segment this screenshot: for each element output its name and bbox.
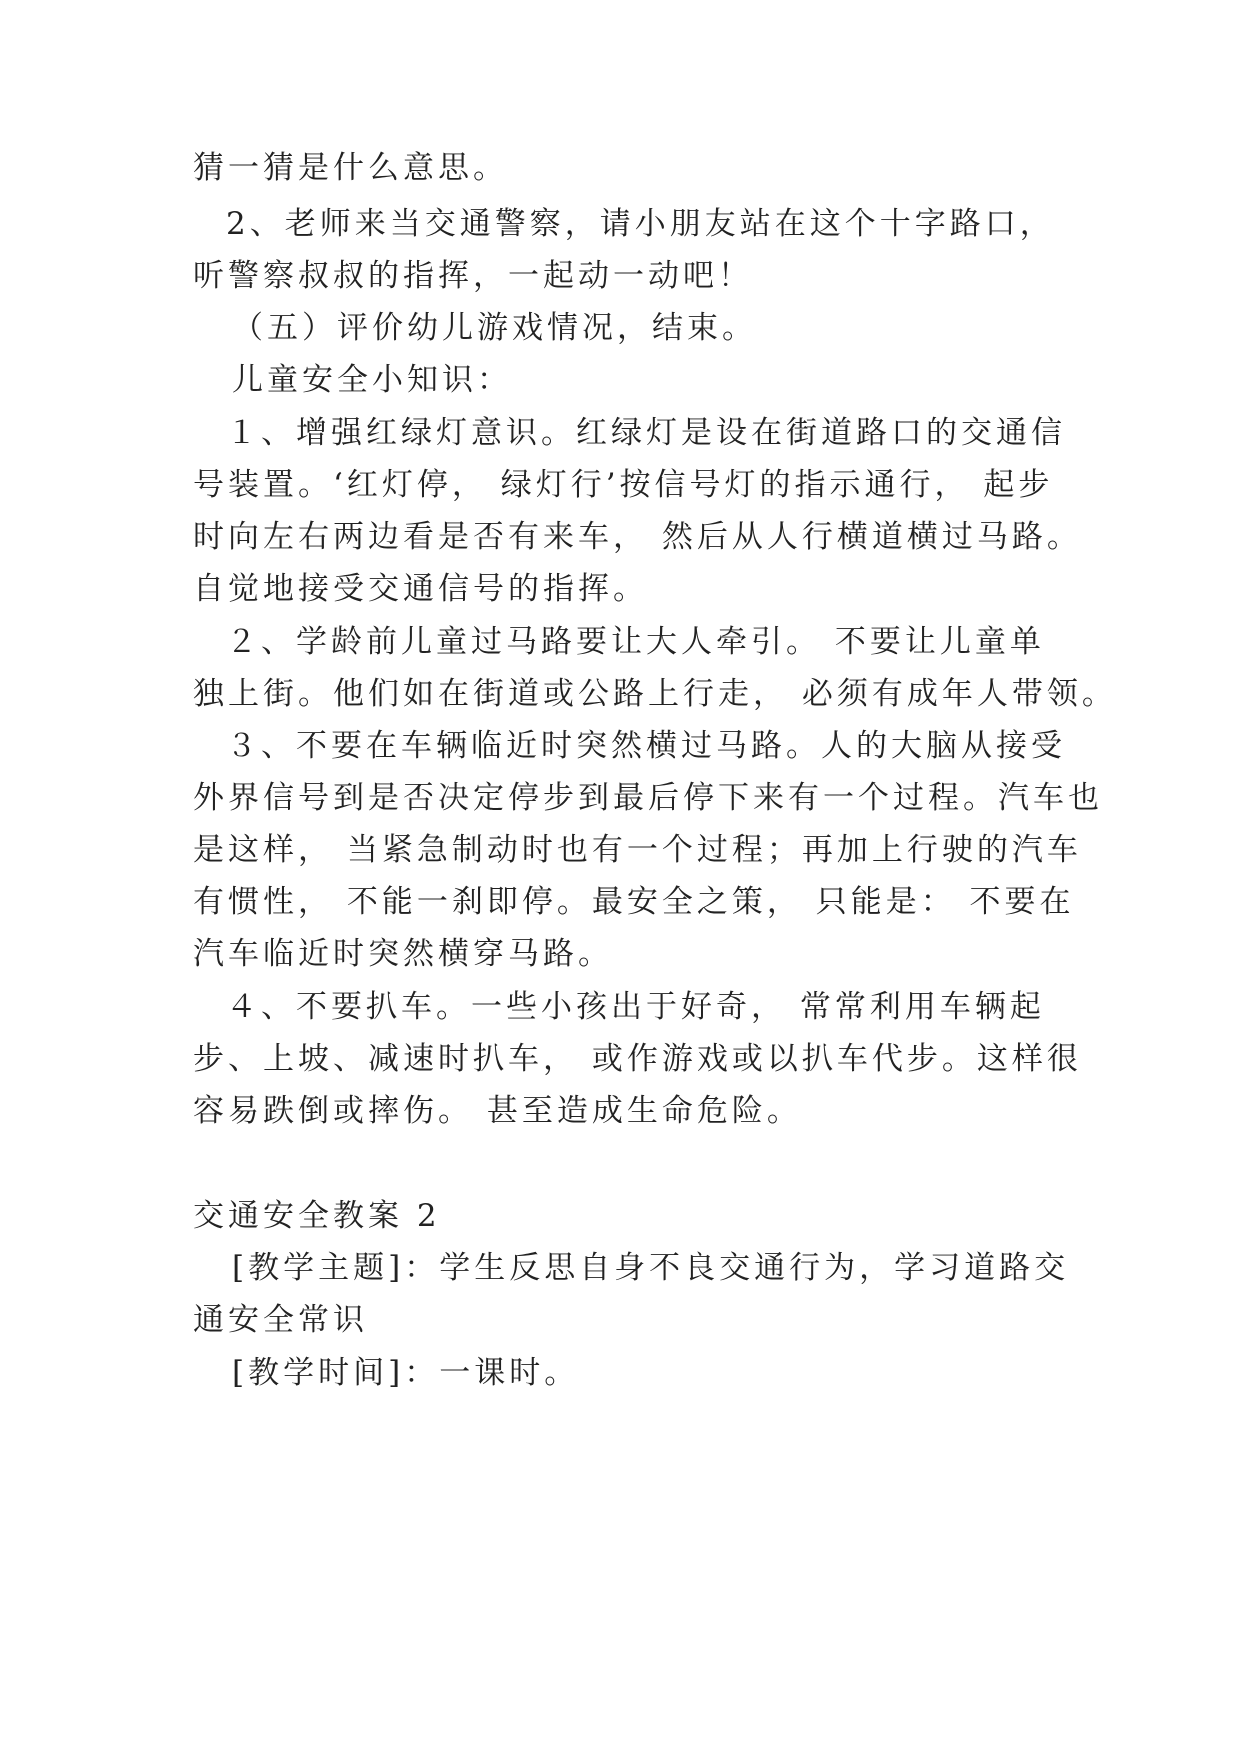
text-line: （五）评价幼儿游戏情况，结束。 [232, 310, 757, 346]
text-line: 外界信号到是否决定停步到最后停下来有一个过程。汽车也 [193, 780, 1103, 816]
text-line: 时向左右两边看是否有来车， 然后从人行横道横过马路。 [193, 519, 1082, 555]
text-line: 儿童安全小知识： [232, 362, 512, 398]
text-line: 步、上坡、减速时扒车， 或作游戏或以扒车代步。这样很 [193, 1041, 1082, 1077]
text-line: 听警察叔叔的指挥，一起动一动吧！ [193, 258, 753, 294]
text-line: 独上街。他们如在街道或公路上行走， 必须有成年人带领。 [193, 676, 1117, 712]
text-line: 有惯性， 不能一刹即停。最安全之策， 只能是： 不要在 [193, 884, 1075, 920]
text-line: １、增强红绿灯意识。红绿灯是设在街道路口的交通信 [226, 415, 1066, 451]
text-line: 2、老师来当交通警察，请小朋友站在这个十字路口， [226, 206, 1055, 242]
text-line: [教学时间]：一课时。 [232, 1355, 580, 1391]
text-line: 号装置。‘红灯停， 绿灯行’按信号灯的指示通行， 起步 [193, 467, 1054, 503]
text-line: ４、不要扒车。一些小孩出于好奇， 常常利用车辆起 [226, 989, 1045, 1025]
text-line: 是这样， 当紧急制动时也有一个过程；再加上行驶的汽车 [193, 832, 1082, 868]
text-line: 通安全常识 [193, 1302, 368, 1338]
section-title: 交通安全教案 2 [193, 1198, 441, 1234]
text-line: ３、不要在车辆临近时突然横过马路。人的大脑从接受 [226, 728, 1066, 764]
text-line: 容易跌倒或摔伤。 甚至造成生命危险。 [193, 1093, 802, 1129]
text-line: 猜一猜是什么意思。 [193, 150, 508, 186]
text-line: [教学主题]：学生反思自身不良交通行为，学习道路交 [232, 1250, 1070, 1286]
text-line: 自觉地接受交通信号的指挥。 [193, 571, 648, 607]
text-line: 汽车临近时突然横穿马路。 [193, 936, 613, 972]
text-line: ２、学龄前儿童过马路要让大人牵引。 不要让儿童单 [226, 624, 1045, 660]
